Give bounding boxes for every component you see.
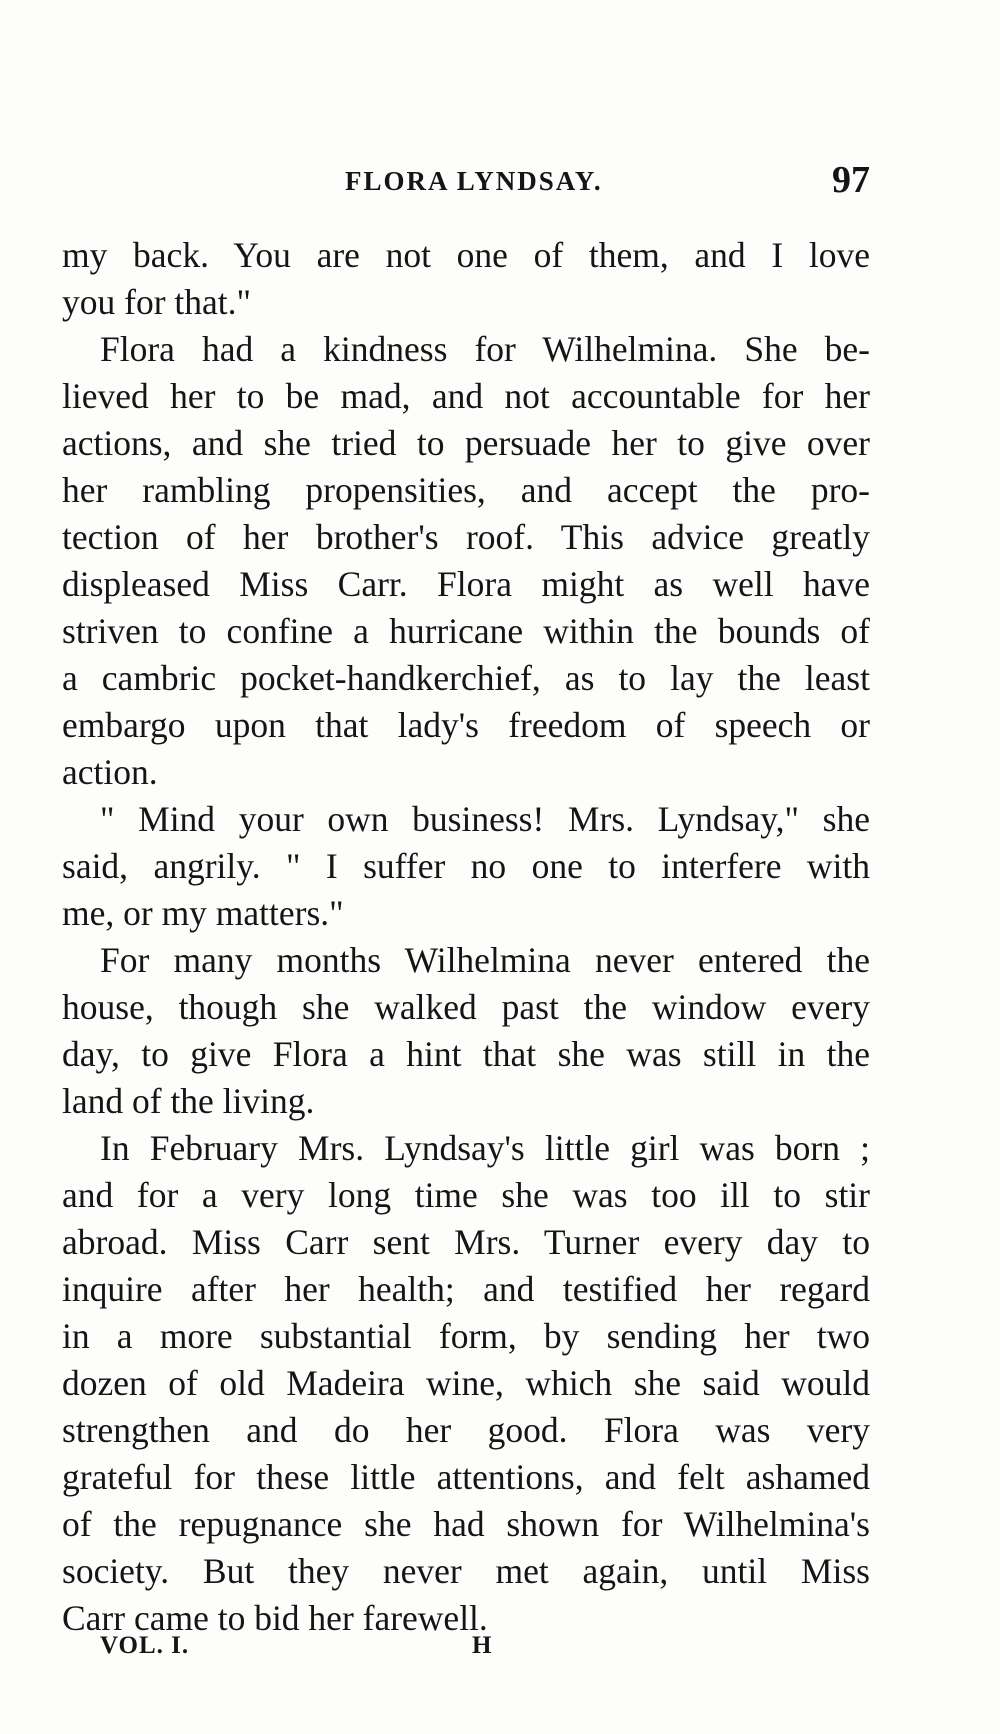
text-line: me, or my matters." bbox=[62, 893, 344, 933]
text-line: Flora had a kindness for Wilhelmina. She be- bbox=[100, 329, 870, 369]
text-line: you for that." bbox=[62, 282, 251, 322]
text-line: In February Mrs. Lyndsay's little girl was born ; bbox=[100, 1128, 870, 1168]
text-line: day, to give Flora a hint that she was still in the bbox=[62, 1034, 870, 1074]
body-text bbox=[62, 232, 870, 1642]
text-line: a cambric pocket-handkerchief, as to lay the least bbox=[62, 658, 870, 698]
running-title: FLORA LYNDSAY. bbox=[345, 166, 603, 196]
volume-mark: VOL. I. bbox=[100, 1632, 190, 1659]
text-line: For many months Wilhelmina never entered the bbox=[100, 940, 870, 980]
text-line: grateful for these little attentions, and felt ashamed bbox=[62, 1457, 870, 1497]
text-line: said, angrily. " I suffer no one to interfere with bbox=[62, 846, 870, 886]
text-line: her rambling propensities, and accept the pro- bbox=[62, 470, 870, 510]
text-line: of the repugnance she had shown for Wilhelmina's bbox=[62, 1504, 870, 1544]
text-line: in a more substantial form, by sending her two bbox=[62, 1316, 870, 1356]
text-line: actions, and she tried to persuade her to give over bbox=[62, 423, 870, 463]
text-line: " Mind your own business! Mrs. Lyndsay," she bbox=[100, 799, 870, 839]
text-line: strengthen and do her good. Flora was very bbox=[62, 1410, 870, 1450]
page-footer bbox=[100, 1632, 520, 1668]
text-line: Carr came to bid her farewell. bbox=[62, 1598, 488, 1638]
text-line: land of the living. bbox=[62, 1081, 315, 1121]
signature-mark: H bbox=[472, 1632, 492, 1659]
page-number: 97 bbox=[832, 159, 870, 201]
text-line: my back. You are not one of them, and I love bbox=[62, 235, 870, 275]
text-line: displeased Miss Carr. Flora might as well have bbox=[62, 564, 870, 604]
text-line: action. bbox=[62, 752, 158, 792]
running-head bbox=[62, 158, 870, 204]
text-line: house, though she walked past the window every bbox=[62, 987, 870, 1027]
text-line: embargo upon that lady's freedom of speech or bbox=[62, 705, 870, 745]
text-line: and for a very long time she was too ill to stir bbox=[62, 1175, 870, 1215]
text-line: tection of her brother's roof. This advice greatly bbox=[62, 517, 870, 557]
text-line: abroad. Miss Carr sent Mrs. Turner every day to bbox=[62, 1222, 870, 1262]
text-line: striven to confine a hurricane within the bounds of bbox=[62, 611, 870, 651]
text-line: lieved her to be mad, and not accountable for her bbox=[62, 376, 870, 416]
text-line: society. But they never met again, until Miss bbox=[62, 1551, 870, 1591]
text-line: inquire after her health; and testified her regard bbox=[62, 1269, 870, 1309]
text-line: dozen of old Madeira wine, which she said would bbox=[62, 1363, 870, 1403]
